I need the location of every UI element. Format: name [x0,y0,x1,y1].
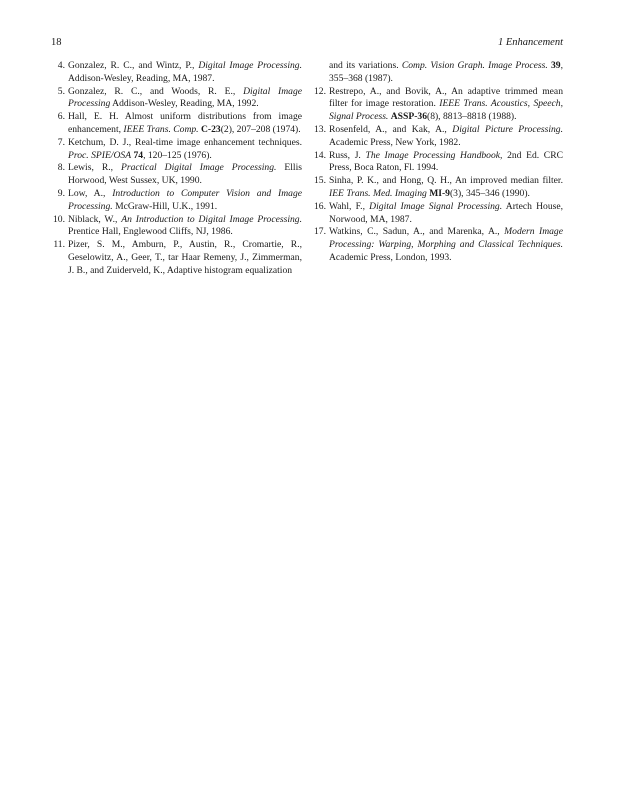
reference-segment: Sinha, P. K., and Hong, Q. H., An improved median filter. [329,175,563,187]
reference-title: Digital Image Processing. [198,60,302,71]
reference-segment: Restrepo, A., and Bovik, A., An adaptive trimmed mean filter for image restoration. [329,85,563,110]
reference-number: 11. [53,239,65,251]
reference-volume: ASSP-36 [390,111,427,123]
reference-text [68,60,302,84]
reference-title: Proc. SPIE/OSA [68,149,132,161]
reference-text [329,175,563,199]
reference-volume: 39 [551,60,561,71]
reference-number: 12. [314,85,326,97]
reference-number: 6. [57,111,65,123]
reference-number: 15. [314,175,326,187]
reference-title: Introduction to Computer Vision and Image Processing. [68,187,303,212]
reference-number: 14. [314,149,326,161]
reference-segment: Ellis Horwood, West Sussex, UK, 1990. [68,162,302,187]
reference-entry [52,188,302,214]
reference-number: 4. [57,60,65,71]
reference-segment: Lewis, R., [68,162,121,174]
running-head: 1 Enhancement [497,37,563,48]
reference-entry [52,162,302,188]
reference-number: 17. [314,226,326,238]
reference-segment: Russ, J. [329,149,366,161]
reference-text [329,201,563,225]
reference-entry [313,86,563,124]
reference-title: Digital Image Signal Processing. [369,200,503,212]
reference-text [68,137,302,161]
reference-text [329,150,563,174]
reference-text [68,188,302,212]
reference-text [68,86,302,110]
reference-segment: McGraw-Hill, U.K., 1991. [112,200,218,212]
reference-volume: 74 [133,149,144,161]
reference-title: Comp. Vision Graph. Image Process. [401,60,548,71]
reference-segment: (2), 207–208 (1974). [220,123,301,135]
reference-entry [52,239,302,277]
reference-segment: and its variations. [329,60,402,71]
reference-segment: , 120–125 (1976). [143,149,212,161]
reference-segment: Artech House, Norwood, MA, 1987. [329,200,563,225]
reference-text [68,162,302,186]
reference-segment: Addison-Wesley, Reading, MA, 1987. [68,72,215,84]
reference-segment: , 2nd Ed. CRC Press, Boca Raton, Fl. 1994. [329,149,563,174]
reference-title: An Introduction to Digital Image Processing. [121,213,302,225]
reference-segment: Niblack, W., [68,213,122,225]
reference-entry [52,86,302,112]
reference-segment: Low, A., [68,187,113,199]
reference-text [329,226,563,263]
reference-segment: Academic Press, London, 1993. [329,251,452,263]
reference-title: Digital Image Processing [68,85,303,110]
reference-number: 7. [57,136,65,148]
reference-title: Practical Digital Image Processing. [120,162,277,174]
reference-text [68,214,302,238]
reference-continuation [313,60,563,86]
reference-volume: C-23 [200,123,221,135]
reference-title: IEEE Trans. Comp. [123,123,199,135]
reference-segment: Ketchum, D. J., Real-time image enhancement techniques. [68,136,302,148]
references-column-right [313,60,563,265]
reference-title: IEEE Trans. Acoustics, Speech, Signal Process. [329,98,564,123]
reference-number: 9. [57,187,65,199]
reference-segment: Addison-Wesley, Reading, MA, 1992. [110,98,259,110]
reference-text [329,60,563,84]
reference-text [329,86,563,123]
reference-segment: Pizer, S. M., Amburn, P., Austin, R., Cromartie, R., Geselowitz, A., Geer, T., tar Haar Remeny, J., Zimmerman, J. B., and Zuiderveld, K., Adaptive histogram equalization [68,239,302,276]
reference-entry [313,124,563,150]
reference-segment: Watkins, C., Sadun, A., and Marenka, A., [329,226,505,238]
reference-segment: Academic Press, New York, 1982. [329,136,461,148]
reference-entry [52,111,302,137]
reference-text [329,124,563,148]
reference-segment: Wahl, F., [329,200,370,212]
reference-number: 5. [57,85,65,97]
reference-text [68,111,302,135]
reference-segment: (8), 8813–8818 (1988). [427,111,517,123]
reference-title: The Image Processing Handbook [365,149,501,161]
reference-number: 8. [57,162,65,174]
page-number: 18 [51,37,62,48]
reference-segment: , 355–368 (1987). [329,60,563,84]
reference-segment: Gonzalez, R. C., and Wintz, P., [68,60,199,71]
reference-entry [313,175,563,201]
reference-segment: Rosenfeld, A., and Kak, A., [329,123,453,135]
reference-segment: Hall, E. H. Almost uniform distributions from image enhancement, [68,111,302,135]
reference-entry [313,201,563,227]
reference-entry [313,226,563,264]
reference-segment: Prentice Hall, Englewood Cliffs, NJ, 1986. [68,226,233,238]
references-column-left [52,60,302,278]
reference-entry [52,60,302,86]
reference-title: Modern Image Processing: Warping, Morphing and Classical Techniques. [329,226,563,251]
page-header [51,37,563,51]
reference-entry [52,137,302,163]
reference-entry [52,214,302,240]
reference-segment: (3), 345–346 (1990). [449,187,530,199]
reference-title: Digital Picture Processing. [452,123,563,135]
reference-segment: Gonzalez, R. C., and Woods, R. E., [68,85,244,97]
reference-number: 10. [53,213,65,225]
reference-title: IEE Trans. Med. Imaging [329,187,427,199]
reference-number: 13. [314,123,326,135]
reference-number: 16. [314,200,326,212]
reference-entry [313,150,563,176]
reference-text [68,239,302,276]
reference-volume: MI-9 [429,187,450,199]
